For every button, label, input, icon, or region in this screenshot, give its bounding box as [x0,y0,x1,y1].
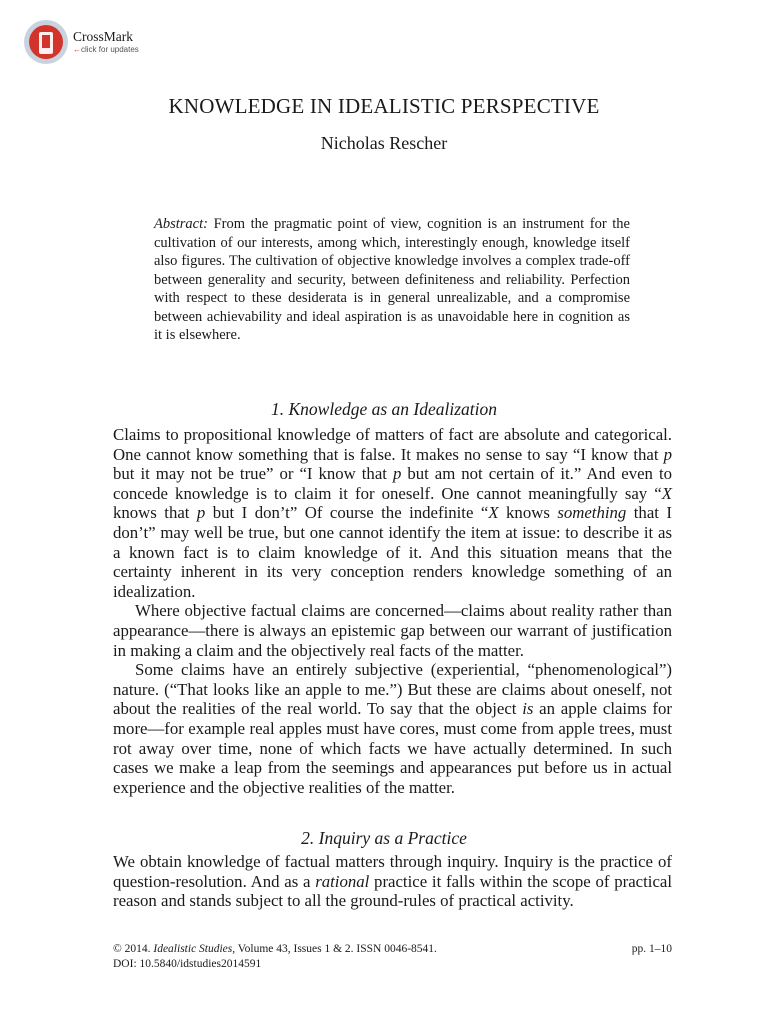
section-heading-2: 2. Inquiry as a Practice [301,828,467,848]
arrow-left-icon: ← [73,44,81,54]
author-name: Nicholas Rescher [320,133,448,153]
section-2-body [113,852,672,911]
paragraph: Where objective factual claims are concerned—claims about reality rather than appearance—there is always an epistemic gap between our warrant of justification in making a claim and the objectively real facts of the matter. [113,601,672,660]
paragraph: Claims to propositional knowledge of matters of fact are absolute and categorical. One cannot know something that is false. It makes no sense to say “I know that p but it may not be true” or “I know that p but am not certain of it.” And even to concede knowledge is to claim it for oneself. One cannot meaningfully say “X knows that p but I don’t” Of course the indefinite “X knows something that I don’t” may well be true, but one cannot identify the item at issue: to describe it as a known fact is to claim knowledge of it. And this situation means that the certainty inherent in its very conception renders knowledge something of an idealization. [113,425,672,601]
paragraph: Some claims have an entirely subjective (experiential, “phenomenological”) nature. (“That looks like an apple to me.”) But these are claims about oneself, not about the realities of the real world. To say that the object is an apple claims for more—for example real apples must have cores, must come from apple trees, must rot away over time, none of which facts we have actually determined. In such cases we make a leap from the seemings and appearances put before us in actual experience and the objective realities of the matter. [113,660,672,797]
crossmark-brand[interactable]: CrossMark [73,29,133,45]
abstract-text: From the pragmatic point of view, cognition is an instrument for the cultivation of our interests, among which, interestingly enough, knowledge itself also figures. The cultivation of objective knowledge involves a complex trade-off between generality and security, between definiteness and reliability. Perfection with respect to these desiderata is in general unrealizable, and a compromise between achievability and ideal aspiration is as unavoidable here in cognition as it is elsewhere. [154,216,630,343]
crossmark-subtext-label: click for updates [81,44,139,54]
page-range: pp. 1–10 [631,943,672,955]
paragraph: We obtain knowledge of factual matters through inquiry. Inquiry is the practice of question-resolution. And as a rational practice it falls within the scope of practical reason and stands subject to all the ground-rules of practical activity. [113,852,672,911]
page-footer [113,942,672,972]
section-1-body [113,425,672,797]
paper-title: KNOWLEDGE IN IDEALISTIC PERSPECTIVE [168,94,600,118]
crossmark-subtext[interactable] [73,46,139,54]
copyright-line: © 2014. Idealistic Studies, Volume 43, Issues 1 & 2. ISSN 0046-8541. [113,943,437,955]
abstract [154,215,630,345]
doi[interactable]: DOI: 10.5840/idstudies2014591 [113,958,262,970]
abstract-label: Abstract: [154,216,208,232]
crossmark-icon[interactable] [24,20,68,64]
crossmark-badge[interactable] [24,20,139,64]
section-heading-1: 1. Knowledge as an Idealization [270,399,498,419]
